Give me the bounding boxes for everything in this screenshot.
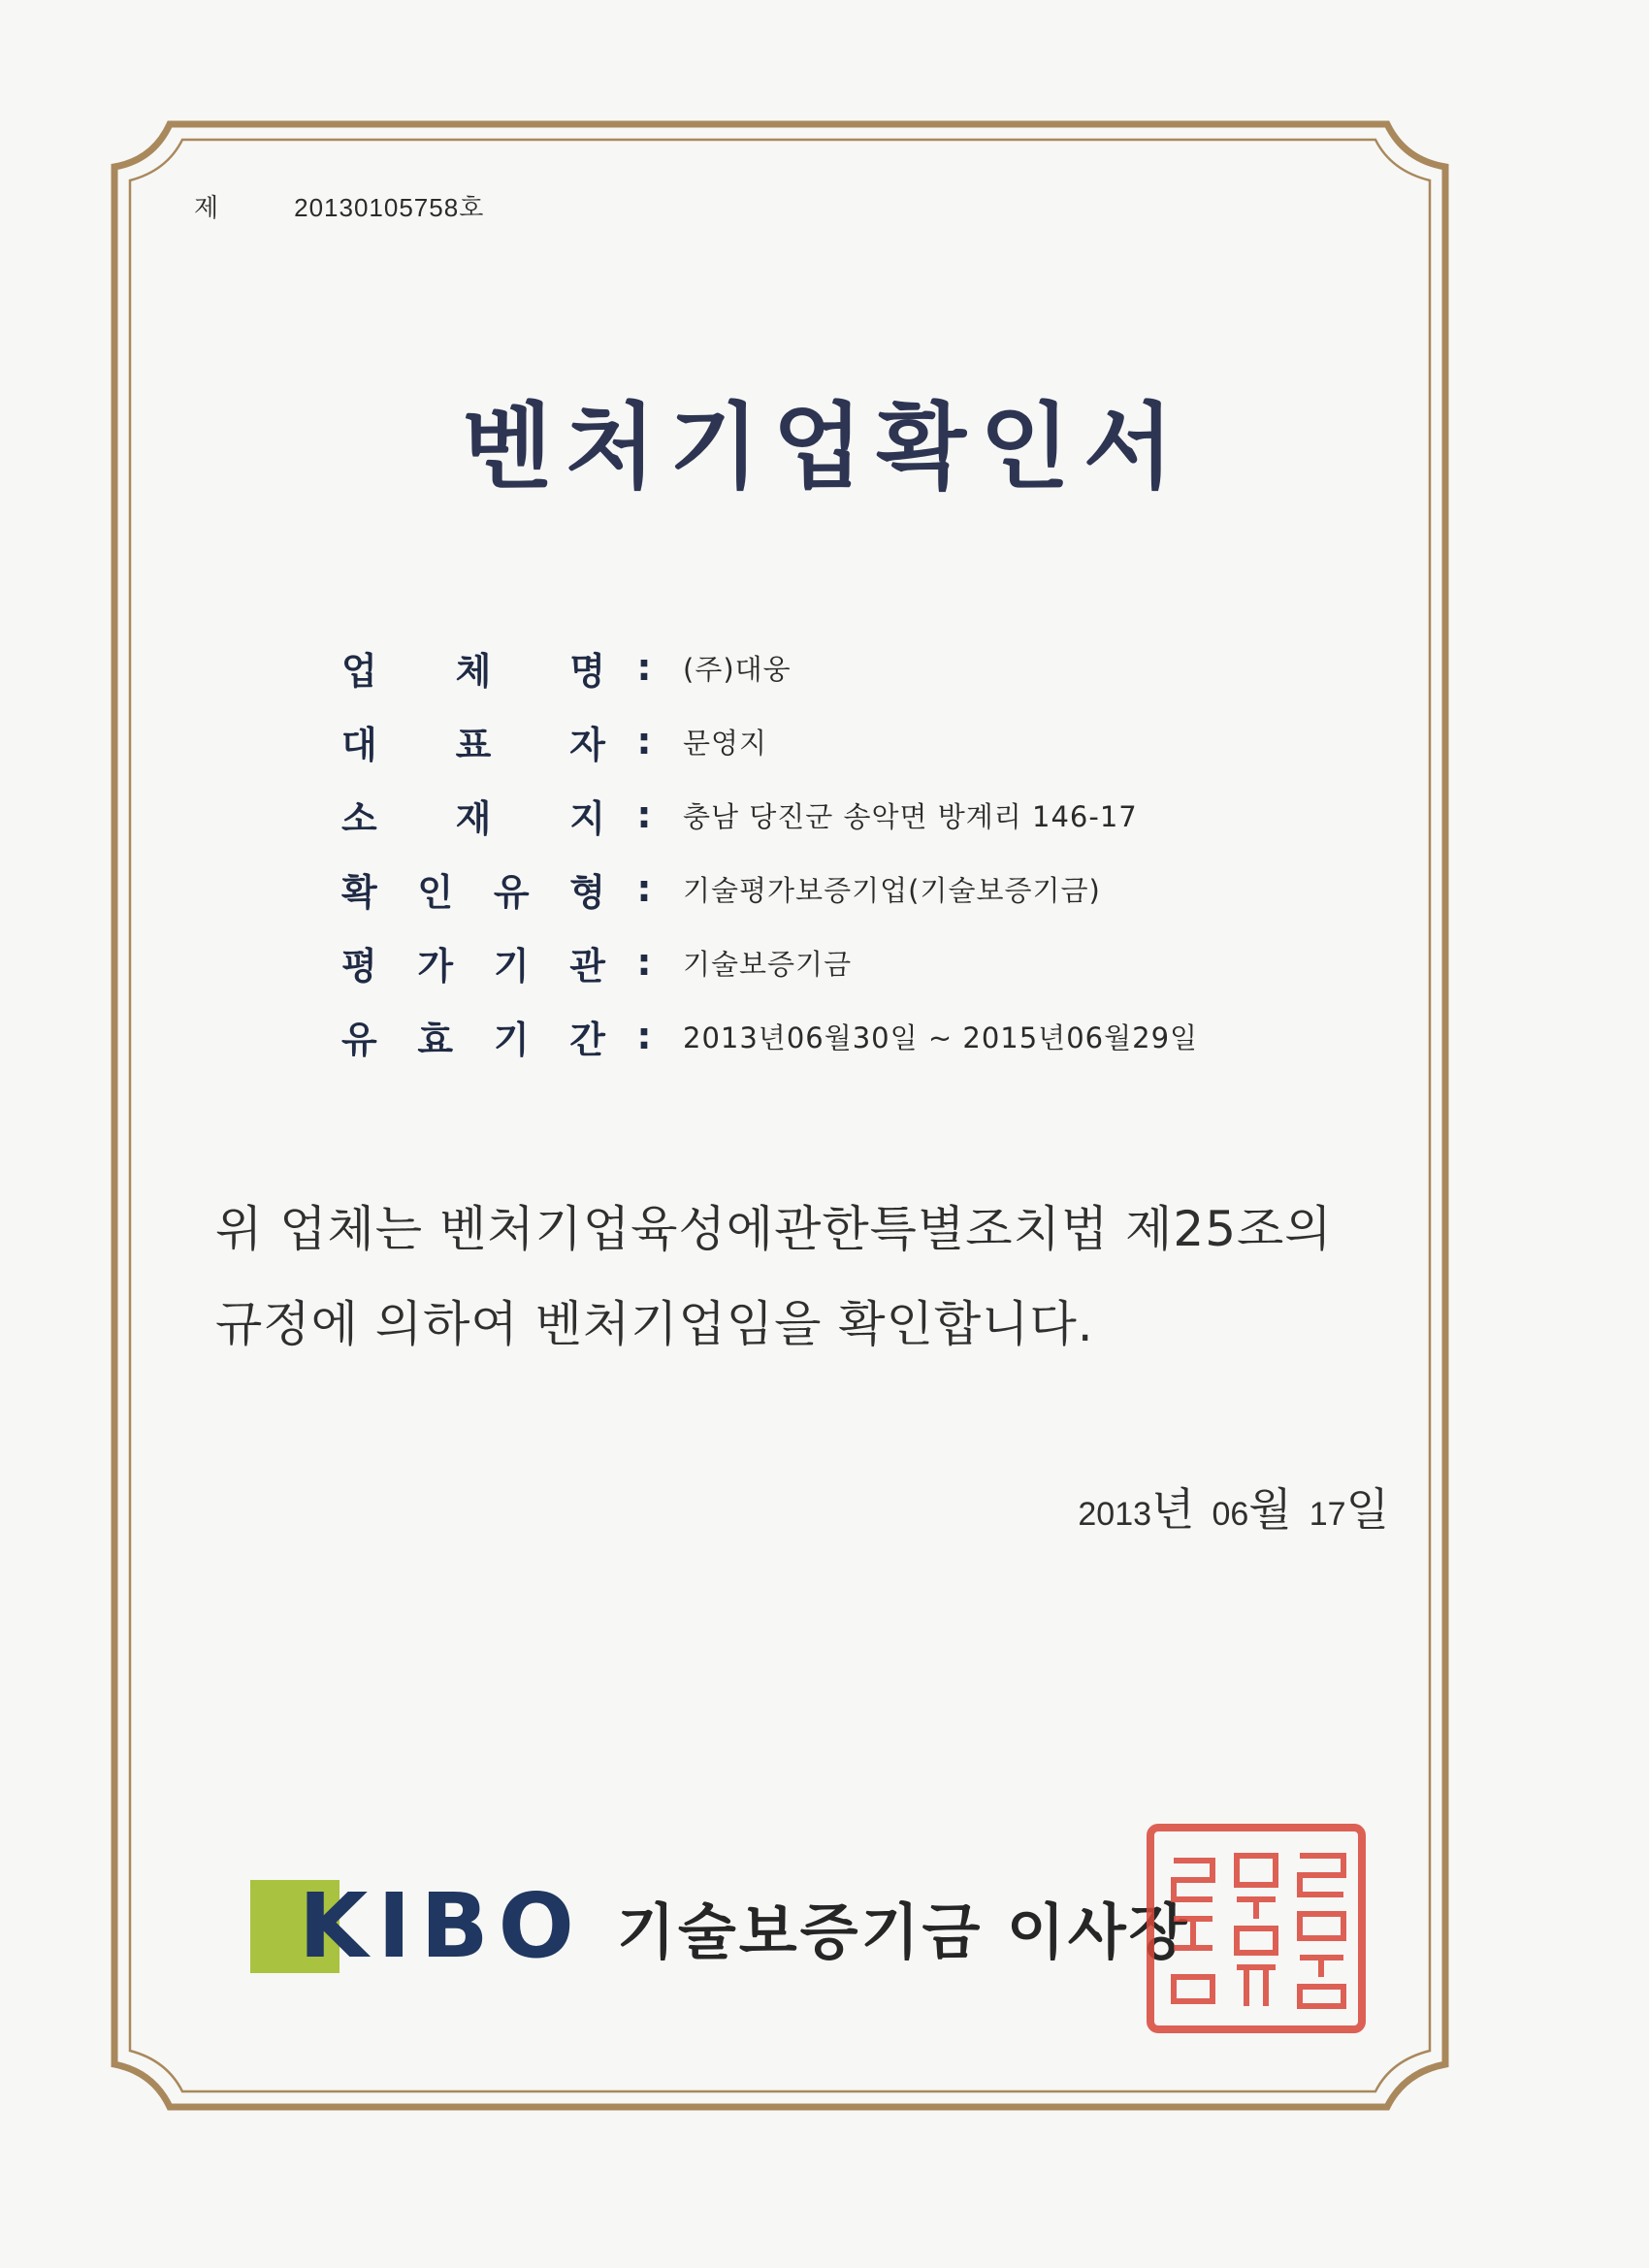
- field-label-char: 표: [455, 723, 492, 766]
- field-label-char: 효: [417, 1018, 454, 1061]
- field-label-validity-period: [341, 1010, 605, 1063]
- field-colon: :: [636, 646, 652, 689]
- issuer-name: 기술보증기금 이사장: [617, 1895, 1190, 1967]
- field-label-char: 명: [569, 649, 605, 693]
- field-colon: :: [636, 720, 652, 762]
- issue-year: 2013: [1078, 1496, 1152, 1533]
- certificate-number: [194, 188, 484, 224]
- field-label-char: 재: [455, 796, 492, 840]
- field-label-char: 형: [569, 870, 605, 914]
- issue-month-group: [1212, 1474, 1291, 1539]
- field-label-confirmation-type: [341, 862, 605, 916]
- issue-day-group: [1310, 1474, 1389, 1539]
- field-label-char: 인: [417, 870, 454, 914]
- field-colon: :: [636, 867, 652, 910]
- field-label-evaluation-agency: [341, 936, 605, 989]
- field-label-char: 자: [569, 723, 605, 766]
- field-label-company: [341, 641, 605, 695]
- issue-day-unit: 일: [1345, 1483, 1389, 1536]
- field-label-char: 기: [493, 944, 530, 988]
- field-value-representative: 문영지: [683, 726, 768, 760]
- issuer-block: [250, 1872, 1190, 1981]
- issue-day: 17: [1309, 1496, 1346, 1533]
- field-label-char: 대: [341, 723, 377, 766]
- field-colon: :: [636, 941, 652, 984]
- field-label-char: 기: [493, 1018, 530, 1061]
- kibo-logo: [250, 1874, 584, 1978]
- field-label-char: 업: [341, 649, 377, 693]
- issue-month-unit: 월: [1248, 1483, 1292, 1536]
- field-colon: :: [636, 1015, 652, 1057]
- field-label-address: [341, 789, 605, 842]
- certificate-number-prefix: 제: [194, 194, 219, 223]
- certificate-number-suffix: 호: [459, 193, 485, 222]
- field-row-validity-period: [341, 999, 1198, 1073]
- field-row-company: [341, 631, 1198, 704]
- issue-year-unit: 년: [1151, 1483, 1195, 1536]
- field-row-evaluation-agency: [341, 925, 1198, 999]
- field-label-char: 가: [417, 944, 454, 988]
- issue-date: [1078, 1474, 1389, 1539]
- field-value-confirmation-type: 기술평가보증기업(기술보증기금): [683, 873, 1101, 907]
- issue-year-group: [1078, 1474, 1194, 1539]
- field-label-char: 소: [341, 796, 377, 840]
- field-label-char: 체: [455, 649, 492, 693]
- logo-text: KIBO: [299, 1874, 584, 1978]
- field-value-address: 충남 당진군 송악면 방계리 146-17: [683, 799, 1138, 833]
- field-row-representative: [341, 704, 1198, 778]
- certificate-fields: [341, 631, 1198, 1073]
- field-value-validity-period: 2013년06월30일 ~ 2015년06월29일: [683, 1021, 1199, 1054]
- issue-month: 06: [1212, 1496, 1249, 1533]
- certificate-title: 벤처기업확인서: [462, 392, 1187, 502]
- field-label-representative: [341, 715, 605, 768]
- field-value-evaluation-agency: 기술보증기금: [683, 947, 853, 981]
- field-label-char: 유: [341, 1018, 377, 1061]
- field-label-char: 관: [569, 944, 605, 988]
- field-label-char: 유: [493, 870, 530, 914]
- statement-line-1: 위 업체는 벤처기업육성에관한특별조치법 제25조의: [215, 1201, 1333, 1257]
- certificate-number-value: [294, 188, 484, 224]
- statement-line-2: 규정에 의하여 벤처기업임을 확인합니다.: [215, 1296, 1094, 1352]
- certification-statement: [215, 1182, 1457, 1372]
- field-label-char: 간: [569, 1018, 605, 1061]
- field-row-address: [341, 778, 1198, 852]
- official-seal-stamp: [1145, 1822, 1368, 2035]
- field-row-confirmation-type: [341, 852, 1198, 925]
- field-colon: :: [636, 794, 652, 836]
- field-label-char: 확: [341, 870, 377, 914]
- field-value-company: (주)대웅: [683, 652, 792, 686]
- field-label-char: 평: [341, 944, 377, 988]
- field-label-char: 지: [569, 796, 605, 840]
- certificate-number-digits: 20130105758: [294, 193, 460, 222]
